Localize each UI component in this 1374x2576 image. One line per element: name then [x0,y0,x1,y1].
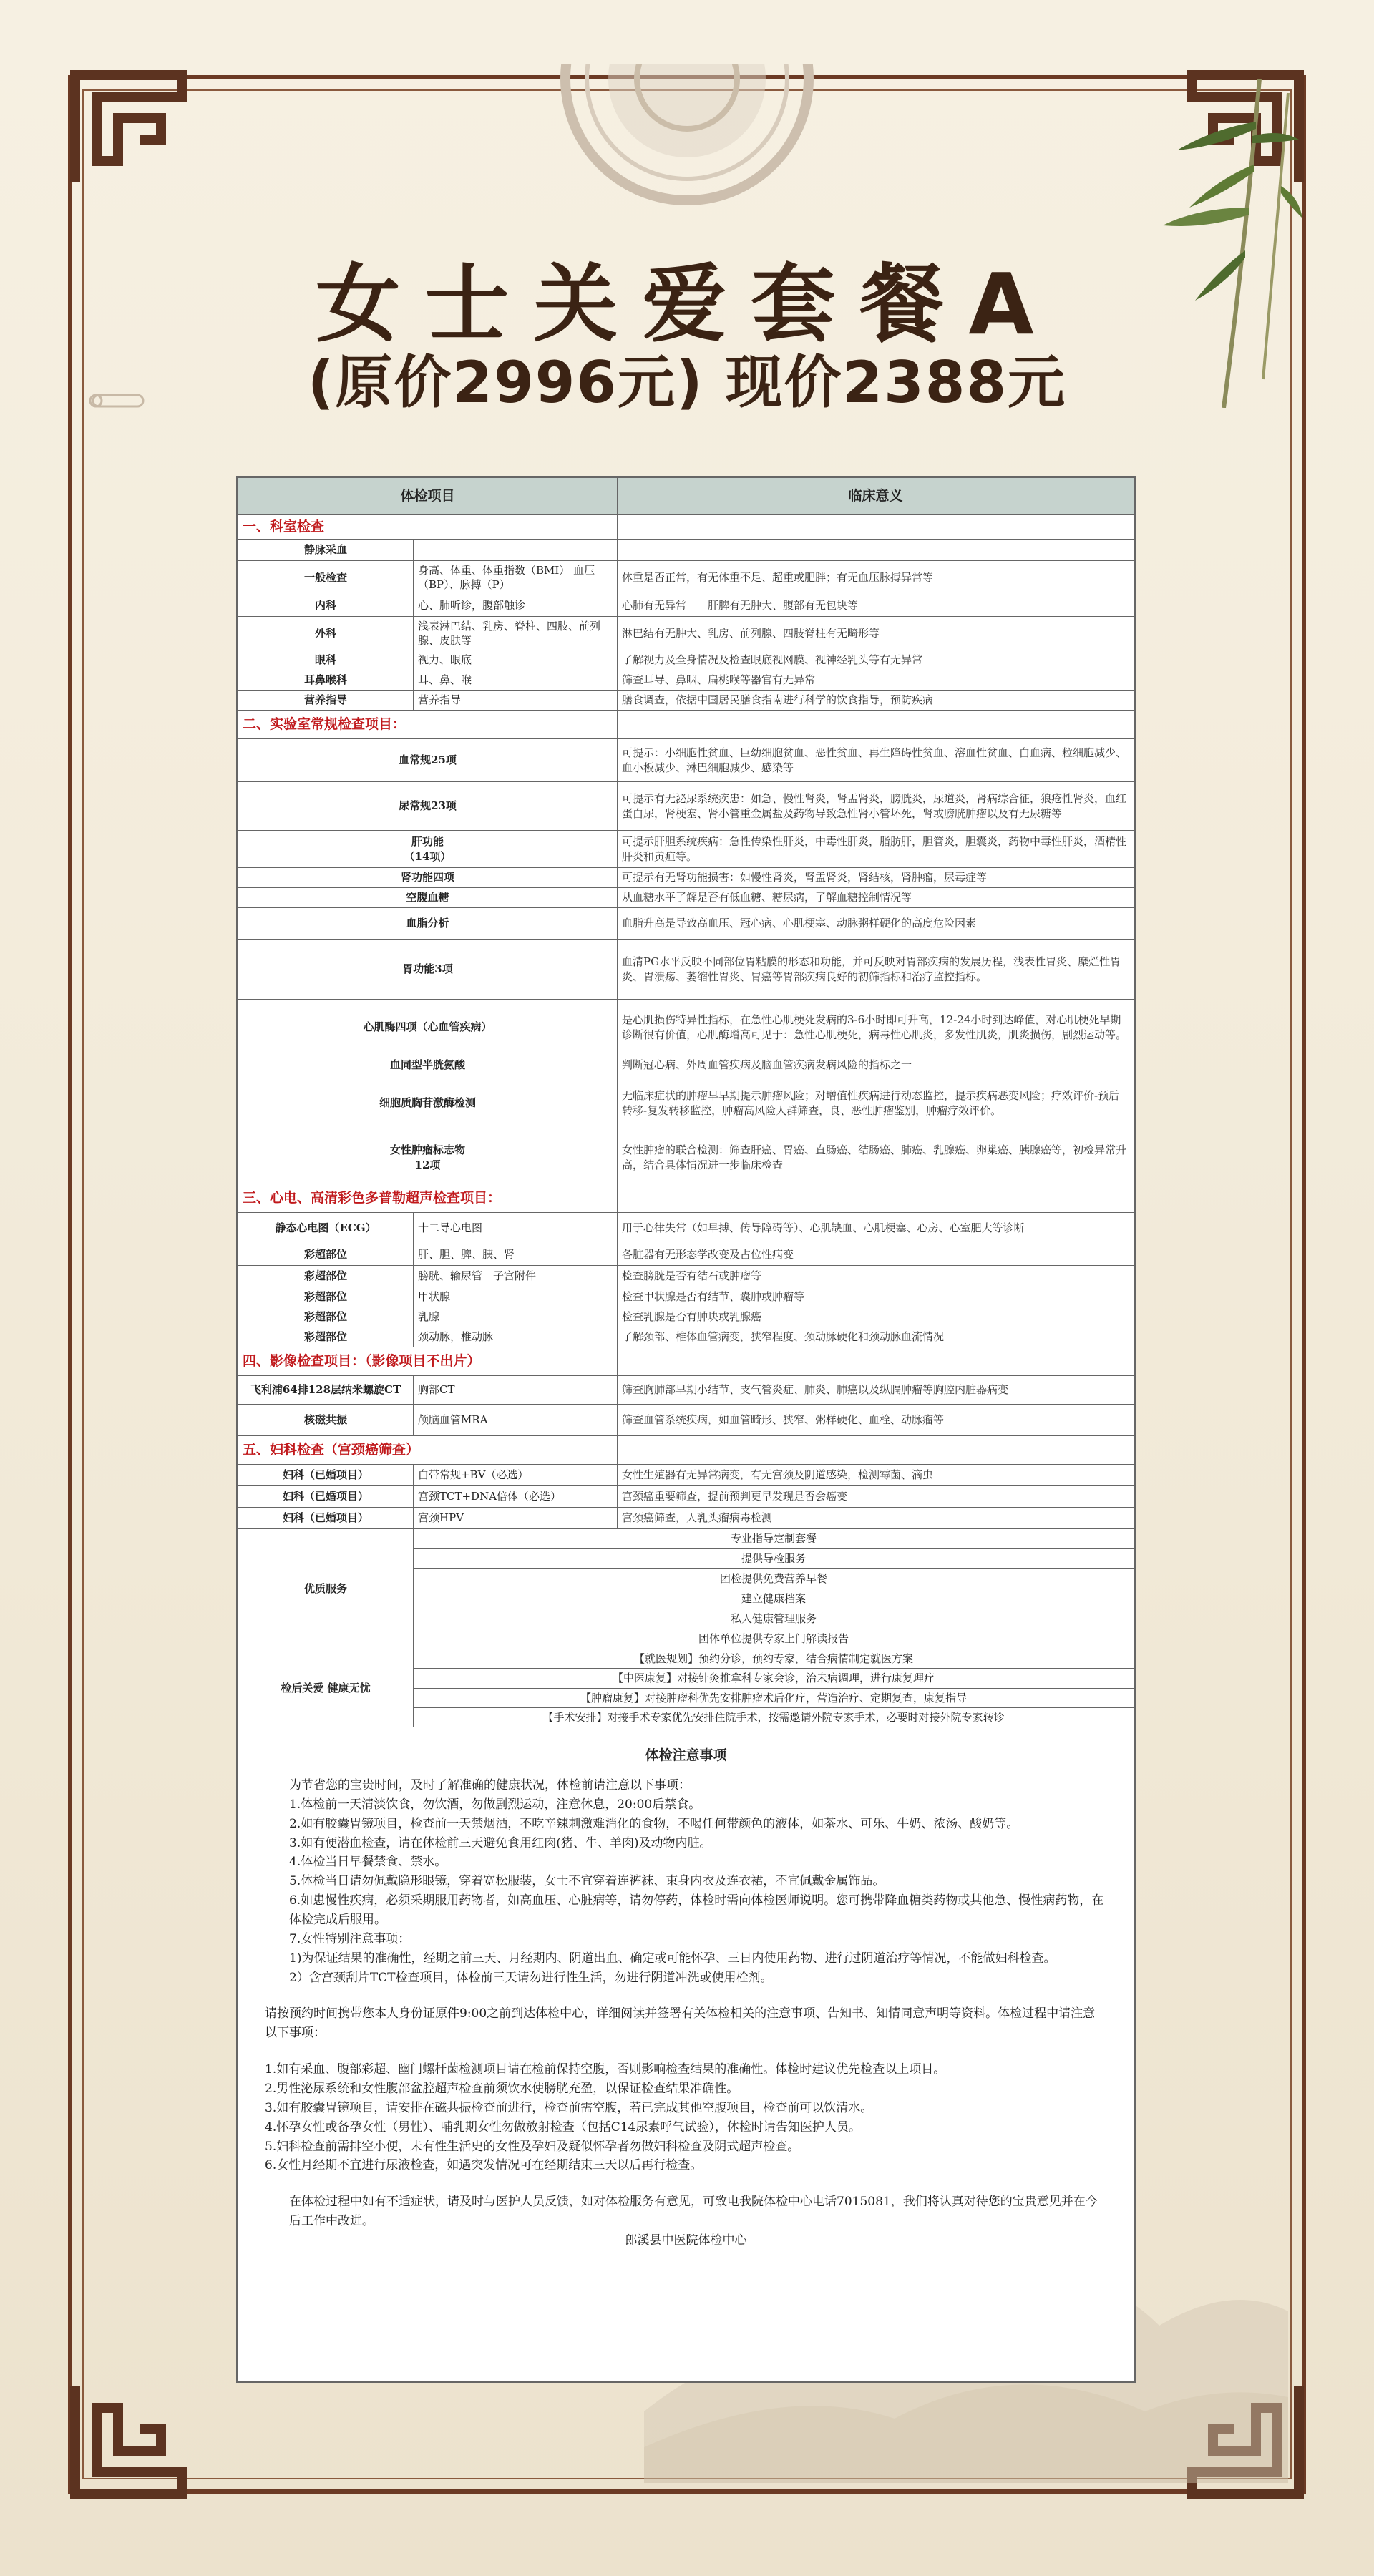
table-row [238,831,1134,868]
decorative-medallion [544,64,830,208]
clinical-meaning: 可提示：小细胞性贫血、巨幼细胞贫血、恶性贫血、再生障碍性贫血、溶血性贫血、白血病、粒细胞减少、血小板减少、淋巴细胞减少、感染等 [618,739,1134,782]
exam-item-detail: 肝、胆、脾、胰、肾 [414,1244,618,1266]
section-title: 一、科室检查 [238,515,618,540]
section-blank [618,1184,1134,1213]
section-header-row [238,1347,1134,1376]
notes-closing: 在体检过程中如有不适症状，请及时与医护人员反馈，如对体检服务有意见，可致电我院体检中心电话7015081，我们将认真对待您的宝贵意见并在今后工作中改进。 [289,2195,1098,2229]
section-title: 四、影像检查项目：（影像项目不出片） [238,1347,618,1376]
after-care-row [238,1649,1134,1669]
quality-service-item: 团体单位提供专家上门解读报告 [414,1629,1134,1649]
exam-item-name: 核磁共振 [238,1405,414,1436]
clinical-meaning: 筛查血管系统疾病，如血管畸形、狭窄、粥样硬化、血栓、动脉瘤等 [618,1405,1134,1436]
quality-service-label: 优质服务 [238,1529,414,1649]
clinical-meaning: 判断冠心病、外周血管疾病及脑血管疾病发病风险的指标之一 [618,1055,1134,1075]
table-row [238,1055,1134,1075]
notes-gap [265,2175,1107,2192]
table-row [238,1307,1134,1327]
exam-item-name: 眼科 [238,650,414,670]
corner-ornament-top-left [68,68,190,190]
table-row [238,908,1134,940]
table-row [238,888,1134,908]
exam-item-name: 空腹血糖 [238,888,618,908]
clinical-meaning: 筛查耳导、鼻咽、扁桃喉等器官有无异常 [618,670,1134,691]
notes-process-item: 6.女性月经期不宜进行尿液检查，如遇突发情况可在经期结束三天以后再行检查。 [265,2158,703,2173]
after-care-item: 【就医规划】预约分诊，预约专家，结合病情制定就医方案 [414,1649,1134,1669]
exam-item-name: 营养指导 [238,691,414,711]
clinical-meaning: 体重是否正常，有无体重不足、超重或肥胖；有无血压脉搏异常等 [618,561,1134,595]
exam-item-name: 飞利浦64排128层纳米螺旋CT [238,1376,414,1405]
table-row [238,670,1134,691]
notes-process-item: 1.如有采血、腹部彩超、幽门螺杆菌检测项目请在检前保持空腹，否则影响检查结果的准确性。体检时建议优先检查以上项目。 [265,2062,946,2077]
notes-gap [265,1987,1107,2004]
exam-item-name: 彩超部位 [238,1266,414,1287]
clinical-meaning [618,540,1134,561]
header-clinical-meaning: 临床意义 [618,478,1134,515]
quality-service-item: 建立健康档案 [414,1589,1134,1609]
notes-title: 体检注意事项 [645,1747,727,1763]
quality-service-item: 提供导检服务 [414,1549,1134,1569]
clinical-meaning: 了解视力及全身情况及检查眼底视网膜、视神经乳头等有无异常 [618,650,1134,670]
exam-item-name: 静态心电图（ECG） [238,1213,414,1244]
after-care-item: 【中医康复】对接针灸推拿科专家会诊，治未病调理，进行康复理疗 [414,1669,1134,1688]
table-row [238,616,1134,650]
after-care-label: 检后关爱 健康无忧 [238,1649,414,1727]
exam-item-detail: 膀胱、输尿管 子宫附件 [414,1266,618,1287]
table-row [238,1244,1134,1266]
exam-item-name: 妇科（已婚项目） [238,1508,414,1529]
exam-item-detail: 耳、鼻、喉 [414,670,618,691]
section-title: 二、实验室常规检查项目： [238,711,618,739]
clinical-meaning: 血清PG水平反映不同部位胃粘膜的形态和功能，并可反映对胃部疾病的发展历程，浅表性胃炎、糜烂性胃炎、胃溃疡、萎缩性胃炎、胃癌等胃部疾病良好的初筛指标和治疗监控指标。 [618,940,1134,1000]
exam-item-name: 血脂分析 [238,908,618,940]
notes-item: 1.体检前一天清淡饮食，勿饮酒，勿做剧烈运动，注意休息，20:00后禁食。 [289,1797,701,1812]
exam-item-name: 心肌酶四项（心血管疾病） [238,1000,618,1055]
clinical-meaning: 可提示肝胆系统疾病：急性传染性肝炎，中毒性肝炎，脂肪肝，胆管炎，胆囊炎，药物中毒性肝炎，酒精性肝炎和黄疸等。 [618,831,1134,868]
clinical-meaning: 各脏器有无形态学改变及占位性病变 [618,1244,1134,1266]
exam-item-name: 细胞质胸苷激酶检测 [238,1075,618,1131]
exam-item-detail: 宫颈TCT+DNA倍体（必选） [414,1486,618,1508]
section-blank [618,711,1134,739]
exam-item-name: 彩超部位 [238,1307,414,1327]
table-row [238,1075,1134,1131]
section-header-row [238,515,1134,540]
exam-item-detail: 颅脑血管MRA [414,1405,618,1436]
clinical-meaning: 淋巴结有无肿大、乳房、前列腺、四肢脊柱有无畸形等 [618,616,1134,650]
exam-item-detail [414,540,618,561]
section-header-row [238,711,1134,739]
exam-item-detail: 十二导心电图 [414,1213,618,1244]
clinical-meaning: 女性肿瘤的联合检测：筛查肝癌、胃癌、直肠癌、结肠癌、肺癌、乳腺癌、卵巢癌、胰腺癌等，初检异常升高，结合具体情况进一步临床检查 [618,1131,1134,1184]
exam-item-name: 妇科（已婚项目） [238,1465,414,1486]
exam-item-detail: 甲状腺 [414,1287,618,1307]
table-row [238,1131,1134,1184]
table-row [238,650,1134,670]
package-price: (原价2996元) 现价2388元 [307,349,1067,416]
exam-item-name: 静脉采血 [238,540,414,561]
clinical-meaning: 检查乳腺是否有肿块或乳腺癌 [618,1307,1134,1327]
exam-item-name: 肝功能 （14项） [238,831,618,868]
clinical-meaning: 检查膀胱是否有结石或肿瘤等 [618,1266,1134,1287]
exam-item-name: 胃功能3项 [238,940,618,1000]
exam-item-name: 彩超部位 [238,1327,414,1347]
exam-item-detail: 营养指导 [414,691,618,711]
section-title: 三、心电、高清彩色多普勒超声检查项目： [238,1184,618,1213]
table-row [238,782,1134,831]
clinical-meaning: 是心肌损伤特异性指标，在急性心肌梗死发病的3-6小时即可升高，12-24小时到达峰值，对心肌梗死早期诊断很有价值，心肌酶增高可见于：急性心肌梗死，病毒性心肌炎，多发性肌炎，肌炎损伤，剧烈运动等。 [618,1000,1134,1055]
table-row [238,1486,1134,1508]
section-blank [618,515,1134,540]
clinical-meaning: 可提示有无泌尿系统疾患：如急、慢性肾炎，肾盂肾炎，膀胱炎，尿道炎，肾病综合征，狼疮性肾炎，血红蛋白尿，肾梗塞、肾小管重金属盐及药物导致急性肾小管坏死，肾或膀胱肿瘤以及有无尿糖等 [618,782,1134,831]
clinical-meaning: 无临床症状的肿瘤早早期提示肿瘤风险；对增值性疾病进行动态监控，提示疾病恶变风险；疗效评价-预后转移-复发转移监控，肿瘤高风险人群筛查，良、恶性肿瘤鉴别，肿瘤疗效评价。 [618,1075,1134,1131]
section-title: 五、妇科检查（宫颈癌筛查） [238,1436,618,1465]
exam-item-name: 彩超部位 [238,1287,414,1307]
table-row [238,595,1134,616]
exam-item-name: 一般检查 [238,561,414,595]
clinical-meaning: 筛查胸肺部早期小结节、支气管炎症、肺炎、肺癌以及纵膈肿瘤等胸腔内脏器病变 [618,1376,1134,1405]
section-header-row [238,1184,1134,1213]
notes-item: 6.如患慢性疾病，必须采期服用药物者，如高血压、心脏病等，请勿停药，体检时需向体检医师说明。您可携带降血糖类药物或其他急、慢性病药物，在体检完成后服用。 [289,1893,1104,1928]
clinical-meaning: 女性生殖器有无异常病变，有无宫颈及阴道感染，检测霉菌、滴虫 [618,1465,1134,1486]
table-row [238,1287,1134,1307]
after-care-item: 【手术安排】对接手术专家优先安排住院手术，按需邀请外院专家手术，必要时对接外院专家转诊 [414,1707,1134,1727]
clinical-meaning: 从血糖水平了解是否有低血糖、糖尿病，了解血糖控制情况等 [618,888,1134,908]
clinical-meaning: 宫颈癌重要筛查，提前预判更早发现是否会癌变 [618,1486,1134,1508]
table-row [238,1000,1134,1055]
clinical-meaning: 了解颈部、椎体血管病变，狭窄程度、颈动脉硬化和颈动脉血流情况 [618,1327,1134,1347]
exam-item-name: 外科 [238,616,414,650]
notes-item: 5.体检当日请勿佩戴隐形眼镜，穿着宽松服装，女士不宜穿着连裤袜、束身内衣及连衣裙，不宜佩戴金属饰品。 [289,1874,885,1889]
exam-item-detail: 颈动脉，椎动脉 [414,1327,618,1347]
clinical-meaning: 血脂升高是导致高血压、冠心病、心肌梗塞、动脉粥样硬化的高度危险因素 [618,908,1134,940]
exam-item-name: 血常规25项 [238,739,618,782]
clinical-meaning: 膳食调查，依据中国居民膳食指南进行科学的饮食指导，预防疾病 [618,691,1134,711]
table-row [238,1465,1134,1486]
quality-service-item: 私人健康管理服务 [414,1609,1134,1629]
corner-ornament-bottom-left [68,2379,190,2501]
exam-notes [238,1727,1134,2250]
notes-item: 3.如有便潜血检查，请在体检前三天避免食用红肉(猪、牛、羊肉)及动物内脏。 [289,1835,712,1850]
clinical-meaning: 宫颈癌筛查，人乳头瘤病毒检测 [618,1508,1134,1529]
notes-process-item: 3.如有胶囊胃镜项目，请安排在磁共振检查前进行，检查前需空腹，若已完成其他空腹项目，检查前可以饮清水。 [265,2100,873,2115]
table-row [238,940,1134,1000]
section-header-row [238,1436,1134,1465]
notes-item: 7.女性特别注意事项： [289,1931,411,1946]
exam-sheet [236,476,1136,2383]
notes-booking: 请按预约时间携带您本人身份证原件9:00之前到达体检中心，详细阅读并签署有关体检相关的注意事项、告知书、知情同意声明等资料。体检过程中请注意以下事项： [265,2006,1096,2041]
notes-process-item: 5.妇科检查前需排空小便，未有性生活史的女性及孕妇及疑似怀孕者勿做妇科检查及阴式超声检查。 [265,2139,800,2154]
table-row [238,1213,1134,1244]
notes-gap [265,2043,1107,2060]
table-row [238,1327,1134,1347]
exam-item-name: 肾功能四项 [238,868,618,888]
exam-item-name: 彩超部位 [238,1244,414,1266]
table-row [238,1376,1134,1405]
exam-item-detail: 宫颈HPV [414,1508,618,1529]
exam-item-detail: 浅表淋巴结、乳房、脊柱、四肢、前列腺、皮肤等 [414,616,618,650]
table-row [238,868,1134,888]
clinical-meaning: 用于心律失常（如早搏、传导障碍等）、心肌缺血、心肌梗塞、心房、心室肥大等诊断 [618,1213,1134,1244]
exam-item-detail: 白带常规+BV（必选） [414,1465,618,1486]
section-blank [618,1436,1134,1465]
exam-item-detail: 心、肺听诊，腹部触诊 [414,595,618,616]
quality-service-item: 专业指导定制套餐 [414,1529,1134,1549]
clinical-meaning: 可提示有无肾功能损害：如慢性肾炎，肾盂肾炎，肾结核，肾肿瘤，尿毒症等 [618,868,1134,888]
notes-process-item: 4.怀孕女性或备孕女性（男性）、哺乳期女性勿做放射检查（包括C14尿素呼气试验），体检时请告知医护人员。 [265,2119,861,2135]
notes-process-item: 2.男性泌尿系统和女性腹部盆腔超声检查前须饮水使膀胱充盈，以保证检查结果准确性。 [265,2082,739,2097]
section-blank [618,1347,1134,1376]
table-row [238,1266,1134,1287]
quality-service-item: 团检提供免费营养早餐 [414,1569,1134,1589]
exam-item-name: 血同型半胱氨酸 [238,1055,618,1075]
clinical-meaning: 检查甲状腺是否有结节、囊肿或肿瘤等 [618,1287,1134,1307]
notes-item: 1)为保证结果的准确性，经期之前三天、月经期内、阴道出血、确定或可能怀孕、三日内使用药物、进行过阴道治疗等情况，不能做妇科检查。 [289,1951,1056,1966]
exam-item-name: 妇科（已婚项目） [238,1486,414,1508]
table-row [238,739,1134,782]
table-row [238,1405,1134,1436]
exam-item-detail: 视力、眼底 [414,650,618,670]
clinical-meaning: 心肺有无异常 肝脾有无肿大、腹部有无包块等 [618,595,1134,616]
exam-item-detail: 胸部CT [414,1376,618,1405]
header-exam-item: 体检项目 [238,478,618,515]
table-row [238,540,1134,561]
notes-item: 2.如有胶囊胃镜项目，检查前一天禁烟酒，不吃辛辣刺激难消化的食物，不喝任何带颜色的液体，如茶水、可乐、牛奶、浓汤、酸奶等。 [289,1816,1019,1831]
table-row [238,561,1134,595]
notes-signature: 郎溪县中医院体检中心 [625,2233,747,2248]
notes-item: 2）含宫颈刮片TCT检查项目，体检前三天请勿进行性生活，勿进行阴道冲洗或使用栓剂。 [289,1970,773,1985]
notes-intro: 为节省您的宝贵时间，及时了解准确的健康状况，体检前请注意以下事项： [289,1778,691,1793]
table-row [238,1508,1134,1529]
after-care-item: 【肿瘤康复】对接肿瘤科优先安排肿瘤术后化疗，营造治疗、定期复查，康复指导 [414,1688,1134,1707]
exam-item-name: 女性肿瘤标志物 12项 [238,1131,618,1184]
notes-item: 4.体检当日早餐禁食、禁水。 [289,1855,447,1870]
package-title: 女士关爱套餐A [316,255,1058,353]
quality-service-row [238,1529,1134,1549]
exam-table [238,477,1134,1727]
exam-item-detail: 身高、体重、体重指数（BMI） 血压（BP）、脉搏（P） [414,561,618,595]
exam-item-name: 内科 [238,595,414,616]
exam-item-detail: 乳腺 [414,1307,618,1327]
exam-item-name: 尿常规23项 [238,782,618,831]
exam-item-name: 耳鼻喉科 [238,670,414,691]
table-row [238,691,1134,711]
